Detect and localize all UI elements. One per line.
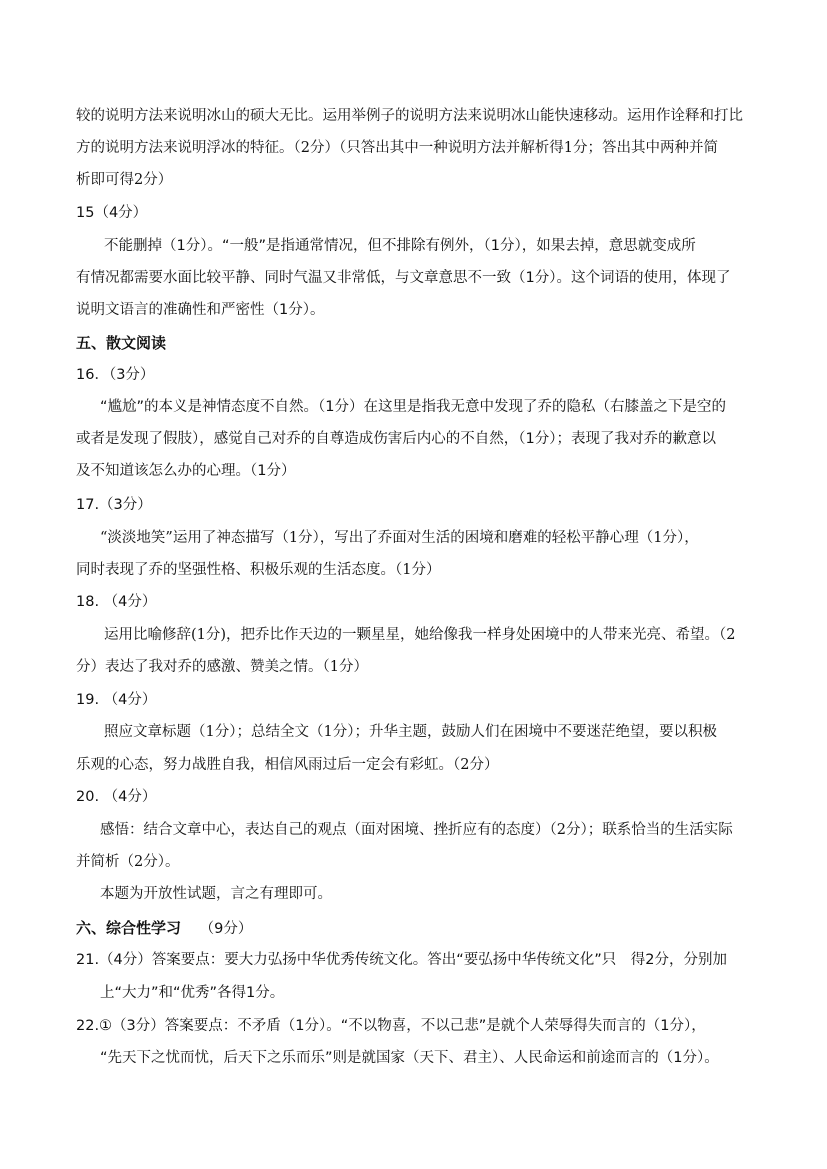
q21-line-1: 21.（4分）答案要点：要大力弘扬中华优秀传统文化。答出“要弘扬中华传统文化”只 得2分，分别加 (76, 952, 728, 968)
q18-line-1: 运用比喻修辞(1分)，把乔比作天边的一颗星星，她给像我一样身处困境中的人带来光亮、希望。（2 (104, 627, 736, 643)
q18-heading: 18. （4分） (76, 594, 157, 610)
q20-heading: 20. （4分） (76, 789, 157, 805)
q22-line-1: 22.①（3分）答案要点：不矛盾（1分）。“不以物喜，不以己悲”是就个人荣辱得失而言的（1分）， (76, 1018, 706, 1034)
section-6-heading (76, 918, 756, 939)
q15-line-2: 有情况都需要水面比较平静、同时气温又非常低，与文章意思不一致（1分）。这个词语的使用，体现了 (76, 270, 731, 286)
q20-line-2: 并简析（2分）。 (76, 854, 180, 870)
q14-line-1: 较的说明方法来说明冰山的硕大无比。运用举例子的说明方法来说明冰山能快速移动。运用作诠释和打比 (76, 108, 743, 124)
q19-heading: 19. （4分） (76, 692, 157, 708)
q18-line-2: 分）表达了我对乔的感激、赞美之情。（1分） (76, 659, 368, 675)
q16-line-3: 及不知道该怎么办的心理。（1分） (76, 463, 296, 479)
q16-heading: 16．（3分） (76, 367, 155, 383)
q19-line-1: 照应文章标题（1分）；总结全文（1分）；升华主题，鼓励人们在困境中不要迷茫绝望，要以积极 (104, 724, 717, 740)
section-5-heading: 五、散文阅读 (76, 334, 167, 352)
q17-line-1: “淡淡地笑”运用了神态描写（1分），写出了乔面对生活的困境和磨难的轻松平静心理（1分）， (100, 530, 699, 546)
q14-line-2: 方的说明方法来说明浮冰的特征。（2分）（只答出其中一种说明方法并解析得1分；答出其中两种并简 (76, 140, 718, 156)
q15-heading: 15（4分） (76, 205, 148, 221)
q15-line-3: 说明文语言的准确性和严密性（1分）。 (76, 302, 325, 318)
q15-line-1: 不能删掉（1分）。“一般”是指通常情况，但不排除有例外，（1分），如果去掉，意思就变成所 (104, 238, 696, 254)
q17-heading: 17.（3分） (76, 497, 152, 513)
q20-line-1: 感悟：结合文章中心，表达自己的观点（面对困境、挫折应有的态度）（2分）；联系恰当的生活实际 (100, 822, 733, 838)
q20-line-3: 本题为开放性试题，言之有理即可。 (100, 886, 332, 902)
q22-line-2: “先天下之忧而忧，后天下之乐而乐”则是就国家（天下、君主）、人民命运和前途而言的（1分）。 (100, 1050, 719, 1066)
q14-line-3: 析即可得2分） (76, 172, 173, 188)
q16-line-2: 或者是发现了假肢），感觉自己对乔的自尊造成伤害后内心的不自然，（1分）；表现了我对乔的歉意以 (76, 431, 716, 447)
q16-line-1: “尴尬”的本义是神情态度不自然。（1分）在这里是指我无意中发现了乔的隐私（右膝盖之下是空的 (100, 399, 726, 415)
section-6-title: 六、综合性学习 (76, 919, 182, 937)
section-6-score: （9分） (199, 921, 253, 937)
q21-line-2: 上“大力”和“优秀”各得1分。 (100, 985, 285, 1001)
q17-line-2: 同时表现了乔的坚强性格、积极乐观的生活态度。（1分） (76, 562, 441, 578)
q19-line-2: 乐观的心态，努力战胜自我，相信风雨过后一定会有彩虹。（2分） (76, 757, 499, 773)
